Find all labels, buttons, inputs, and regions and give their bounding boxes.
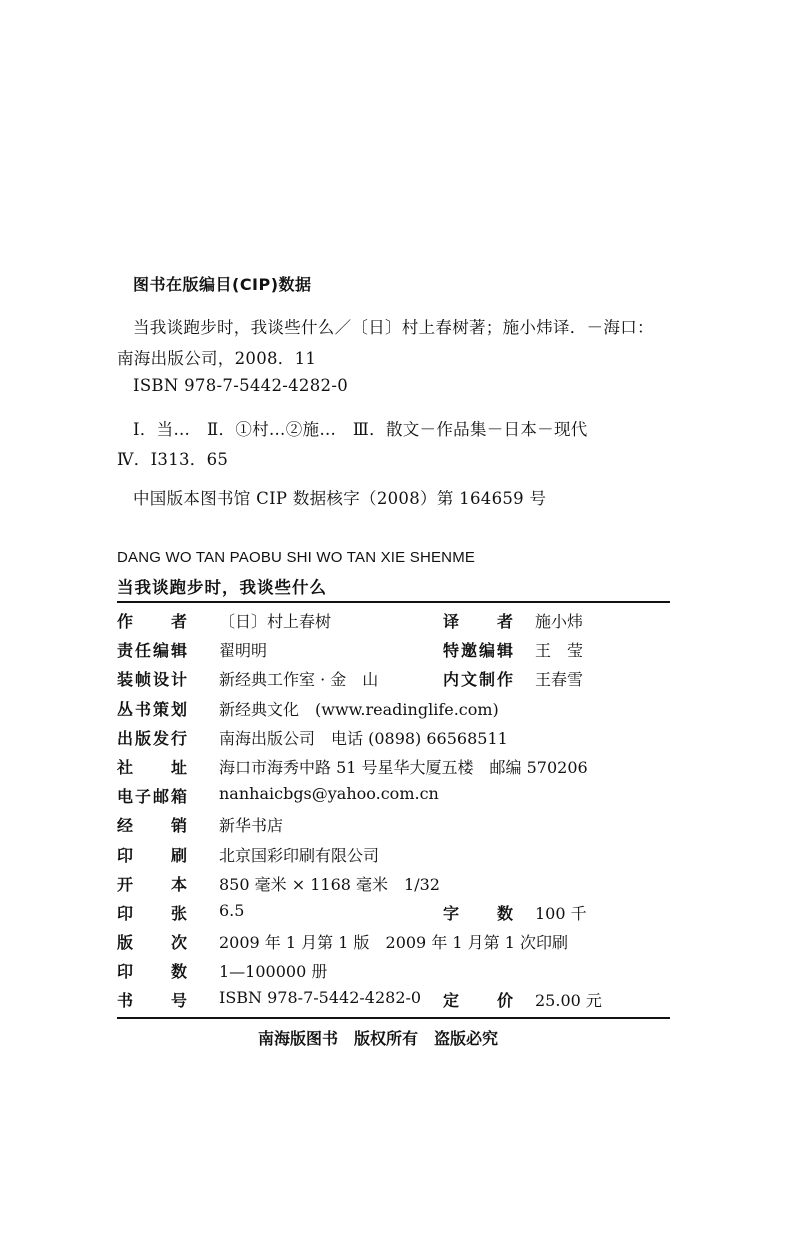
label-char: 本 (170, 874, 187, 894)
detail-value-secondary: 100 千 (535, 903, 587, 923)
label-char: 作 (117, 612, 134, 631)
detail-row (117, 665, 677, 694)
detail-label (117, 638, 187, 661)
publication-details (117, 607, 677, 1016)
cip-class-code: Ⅳ．I313．65 (117, 450, 229, 469)
label-char: 电 (117, 787, 134, 807)
label-char: 内 (443, 670, 460, 690)
label-char: 定 (443, 991, 460, 1011)
label-char: 开 (117, 874, 134, 894)
detail-row (117, 841, 677, 870)
label-char: 辑 (496, 641, 513, 661)
detail-row (117, 782, 677, 811)
detail-value-secondary: 王春雪 (535, 670, 584, 690)
book-title-pinyin: DANG WO TAN PAOBU SHI WO TAN XIE SHENME (117, 549, 476, 566)
label-char: 印 (117, 962, 134, 982)
label-char: 印 (117, 903, 134, 923)
detail-value-secondary: 施小炜 (535, 612, 584, 631)
detail-label-secondary (443, 609, 513, 632)
label-char: 社 (117, 757, 134, 777)
top-rule (117, 601, 670, 603)
detail-label (117, 697, 187, 720)
detail-label (117, 901, 187, 924)
label-char: 辑 (170, 641, 187, 661)
label-char: 文 (460, 670, 477, 690)
label-char: 销 (170, 816, 187, 836)
label-char: 字 (443, 903, 460, 923)
detail-value: 850 毫米 × 1168 毫米 1/32 (219, 874, 440, 894)
label-char: 帧 (134, 670, 151, 690)
detail-row (117, 636, 677, 665)
detail-value: 2009 年 1 月第 1 版 2009 年 1 月第 1 次印刷 (219, 933, 569, 953)
detail-label (117, 755, 187, 778)
label-char: 数 (170, 962, 187, 982)
label-char: 址 (170, 757, 187, 777)
detail-label-secondary (443, 638, 513, 661)
label-char: 制 (478, 670, 495, 690)
label-char: 特 (443, 641, 460, 661)
detail-label (117, 784, 187, 807)
label-char: 作 (496, 670, 513, 690)
detail-row (117, 724, 677, 753)
cip-isbn: ISBN 978-7-5442-4282-0 (133, 376, 349, 395)
copyright-notice: 南海版图书 版权所有 盗版必究 (258, 1029, 499, 1048)
label-char: 出 (117, 728, 134, 748)
detail-label-secondary (443, 988, 513, 1011)
detail-row (117, 870, 677, 899)
label-char: 版 (134, 728, 151, 748)
detail-label (117, 813, 187, 836)
label-char: 书 (134, 699, 151, 719)
detail-label (117, 726, 187, 749)
detail-value: 南海出版公司 电话 (0898) 66568511 (219, 728, 508, 748)
label-char: 邀 (460, 641, 477, 661)
detail-value: 6.5 (219, 900, 245, 920)
label-char: 邮 (152, 787, 169, 807)
label-char: 责 (117, 641, 134, 661)
detail-label (117, 959, 187, 982)
label-char: 书 (117, 991, 134, 1011)
detail-label (117, 988, 187, 1011)
label-char: 价 (496, 991, 513, 1011)
detail-row (117, 957, 677, 986)
detail-row (117, 928, 677, 957)
detail-value: 北京国彩印刷有限公司 (219, 845, 380, 865)
detail-label-secondary (443, 667, 513, 690)
detail-row (117, 811, 677, 840)
label-char: 划 (170, 699, 187, 719)
detail-row (117, 986, 677, 1015)
label-char: 数 (496, 903, 513, 923)
book-title-chinese: 当我谈跑步时，我谈些什么 (117, 578, 327, 597)
label-char: 张 (170, 903, 187, 923)
detail-row (117, 753, 677, 782)
detail-value: 海口市海秀中路 51 号星华大厦五楼 邮编 570206 (219, 757, 588, 777)
bottom-rule (117, 1017, 670, 1019)
label-char: 号 (170, 991, 187, 1011)
label-char: 计 (170, 670, 187, 690)
label-char: 箱 (170, 787, 187, 807)
detail-label (117, 609, 187, 632)
label-char: 刷 (170, 845, 187, 865)
cip-heading: 图书在版编目(CIP)数据 (133, 275, 312, 294)
detail-value: 〔日〕村上春树 (219, 612, 332, 631)
label-char: 设 (152, 670, 169, 690)
label-char: 者 (170, 612, 187, 631)
cip-entry-line-2: 南海出版公司，2008．11 (117, 349, 317, 368)
label-char: 行 (170, 728, 187, 748)
detail-value-secondary: 25.00 元 (535, 991, 602, 1011)
label-char: 经 (117, 816, 134, 836)
label-char: 译 (443, 612, 460, 631)
label-char: 任 (134, 641, 151, 661)
detail-label (117, 930, 187, 953)
label-char: 版 (117, 933, 134, 953)
detail-row (117, 607, 677, 636)
label-char: 策 (152, 699, 169, 719)
label-char: 印 (117, 845, 134, 865)
cip-classification: Ⅰ．当… Ⅱ．①村…②施… Ⅲ．散文－作品集－日本－现代 (133, 420, 588, 439)
label-char: 子 (134, 787, 151, 807)
detail-label (117, 667, 187, 690)
detail-label (117, 872, 187, 895)
detail-value: 新华书店 (219, 816, 284, 836)
label-char: 装 (117, 670, 134, 690)
label-char: 编 (152, 641, 169, 661)
label-char: 丛 (117, 699, 134, 719)
detail-value: nanhaicbgs@yahoo.com.cn (219, 784, 439, 804)
detail-value-secondary: 王 莹 (535, 641, 584, 661)
detail-value: 翟明明 (219, 641, 268, 661)
label-char: 次 (170, 933, 187, 953)
cip-entry-line-1: 当我谈跑步时，我谈些什么／〔日〕村上春树著；施小炜译．－海口： (133, 318, 654, 337)
cip-verification: 中国版本图书馆 CIP 数据核字（2008）第 164659 号 (133, 489, 547, 508)
detail-value: ISBN 978-7-5442-4282-0 (219, 988, 422, 1008)
detail-label (117, 843, 187, 866)
detail-row (117, 899, 677, 928)
label-char: 发 (152, 728, 169, 748)
detail-value: 新经典工作室 · 金 山 (219, 670, 379, 690)
detail-label-secondary (443, 901, 513, 924)
label-char: 编 (478, 641, 495, 661)
label-char: 者 (496, 612, 513, 631)
detail-value: 1—100000 册 (219, 962, 328, 982)
detail-value: 新经典文化 (www.readinglife.com) (219, 699, 499, 719)
detail-row (117, 695, 677, 724)
